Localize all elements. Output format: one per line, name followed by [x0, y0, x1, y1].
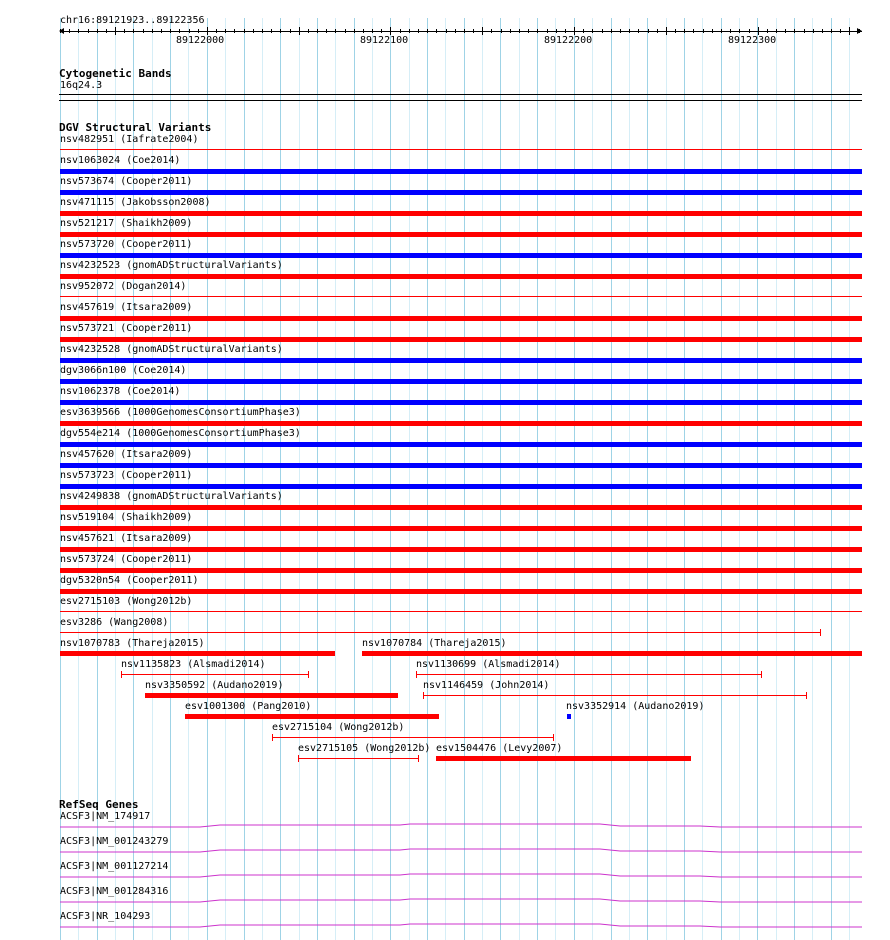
ruler-tick [813, 29, 814, 33]
grid-line [812, 18, 813, 940]
grid-line [794, 18, 795, 940]
gene-model[interactable] [0, 898, 890, 904]
ruler-tick [749, 29, 750, 33]
ruler-tick [794, 29, 795, 33]
ruler-tick [675, 29, 676, 33]
ruler-tick [556, 29, 557, 33]
gene-label[interactable]: ACSF3|NM_001127214 [60, 861, 169, 872]
gene-model[interactable] [0, 823, 890, 829]
ruler-tick [115, 27, 116, 35]
feature-bar[interactable] [60, 274, 862, 279]
grid-line [555, 18, 556, 940]
ruler-tick [739, 29, 740, 33]
feature-bar[interactable] [145, 693, 398, 698]
gene-model[interactable] [0, 848, 890, 854]
ruler-tick [703, 29, 704, 33]
feature-label[interactable]: esv1001300 (Pang2010) [185, 701, 312, 712]
ruler-tick [455, 29, 456, 33]
ruler-tick [611, 29, 612, 33]
ruler-tick [427, 29, 428, 33]
grid-line [354, 18, 355, 940]
feature-label[interactable]: nsv3352914 (Audano2019) [566, 701, 705, 712]
grid-line [225, 18, 226, 940]
gene-line [60, 874, 862, 877]
ruler-tick [69, 29, 70, 33]
feature-label[interactable]: esv1504476 (Levy2007) [436, 743, 563, 754]
feature-start-tick [272, 734, 273, 741]
gene-line [60, 899, 862, 902]
ruler-tick [207, 27, 208, 35]
feature-label[interactable]: nsv4232528 (gnomADStructuralVariants) [60, 344, 283, 355]
grid-line [280, 18, 281, 940]
feature-bar[interactable] [60, 632, 821, 633]
gene-line [60, 924, 862, 927]
ruler-tick [363, 29, 364, 33]
ruler-line [60, 31, 862, 32]
grid-line [409, 18, 410, 940]
ruler-tick [583, 29, 584, 33]
ruler-tick [565, 29, 566, 33]
feature-start-tick [423, 692, 424, 699]
ruler-tick [767, 29, 768, 33]
ruler-tick [859, 29, 860, 33]
ruler-tick [234, 29, 235, 33]
refseq-track-title: RefSeq Genes [59, 798, 139, 811]
feature-bar[interactable] [60, 400, 862, 405]
grid-line [500, 18, 501, 940]
ruler-tick [409, 29, 410, 33]
feature-bar[interactable] [298, 758, 419, 759]
gene-label[interactable]: ACSF3|NM_001284316 [60, 886, 169, 897]
ruler-tick [189, 29, 190, 33]
grid-line [647, 18, 648, 940]
feature-end-tick [761, 671, 762, 678]
grid-line [390, 18, 391, 940]
dgv-track-title: DGV Structural Variants [59, 121, 212, 134]
grid-line [684, 18, 685, 940]
grid-line [702, 18, 703, 940]
feature-label[interactable]: nsv4249838 (gnomADStructuralVariants) [60, 491, 283, 502]
feature-end-tick [418, 755, 419, 762]
ruler-tick-label: 89122200 [544, 35, 593, 46]
ruler-tick [574, 27, 575, 35]
grid-line [317, 18, 318, 940]
ruler-tick [592, 29, 593, 33]
feature-bar[interactable] [60, 337, 862, 342]
ruler-tick [60, 29, 61, 33]
ruler-tick [390, 27, 391, 35]
ruler-tick [602, 29, 603, 33]
ruler-tick [216, 29, 217, 33]
region-label: chr16:89121923..89122356 [60, 15, 205, 26]
ruler-tick [400, 29, 401, 33]
grid-line [207, 18, 208, 940]
ruler-tick [271, 29, 272, 33]
feature-start-tick [121, 671, 122, 678]
ruler-tick [491, 29, 492, 33]
feature-bar[interactable] [60, 442, 862, 447]
feature-bar[interactable] [60, 253, 862, 258]
feature-label[interactable]: nsv519104 (Shaikh2009) [60, 512, 193, 523]
ruler-tick [88, 29, 89, 33]
ruler-tick [712, 29, 713, 33]
ruler-tick [124, 29, 125, 33]
ruler-tick [308, 29, 309, 33]
feature-label[interactable]: nsv471115 (Jakobsson2008) [60, 197, 211, 208]
grid-line [335, 18, 336, 940]
gene-label[interactable]: ACSF3|NM_174917 [60, 811, 151, 822]
grid-line [592, 18, 593, 940]
ruler-tick [482, 27, 483, 35]
ruler-tick [317, 29, 318, 33]
grid-line [849, 18, 850, 940]
feature-bar[interactable] [60, 358, 862, 363]
ruler-tick [345, 29, 346, 33]
ruler-tick [381, 29, 382, 33]
ruler-tick-label: 89122300 [728, 35, 777, 46]
feature-label[interactable]: nsv952072 (Dogan2014) [60, 281, 187, 292]
gene-line [60, 824, 862, 827]
ruler-tick [354, 29, 355, 33]
grid-line [519, 18, 520, 940]
grid-line [262, 18, 263, 940]
feature-bar[interactable] [60, 149, 862, 150]
feature-label[interactable]: nsv1070783 (Thareja2015) [60, 638, 205, 649]
ruler-tick [418, 29, 419, 33]
feature-label[interactable]: nsv573723 (Cooper2011) [60, 470, 193, 481]
feature-bar[interactable] [60, 505, 862, 510]
feature-label[interactable]: nsv573674 (Cooper2011) [60, 176, 193, 187]
ruler-tick [537, 29, 538, 33]
feature-bar[interactable] [60, 568, 862, 573]
feature-bar[interactable] [567, 714, 571, 719]
grid-line [464, 18, 465, 940]
feature-bar[interactable] [60, 211, 862, 216]
ruler-tick [657, 29, 658, 33]
feature-label[interactable]: esv3286 (Wang2008) [60, 617, 169, 628]
feature-label[interactable]: nsv1062378 (Coe2014) [60, 386, 181, 397]
feature-label[interactable]: nsv1130699 (Alsmadi2014) [416, 659, 561, 670]
feature-bar[interactable] [60, 190, 862, 195]
ruler-tick [785, 29, 786, 33]
feature-label[interactable]: esv2715105 (Wong2012b) [298, 743, 431, 754]
feature-label[interactable]: nsv521217 (Shaikh2009) [60, 218, 193, 229]
feature-label[interactable]: nsv1135823 (Alsmadi2014) [121, 659, 266, 670]
ruler-tick [501, 29, 502, 33]
feature-bar[interactable] [436, 756, 691, 761]
ruler-tick [519, 29, 520, 33]
feature-label[interactable]: nsv1146459 (John2014) [423, 680, 550, 691]
feature-label[interactable]: esv3639566 (1000GenomesConsortiumPhase3) [60, 407, 301, 418]
ruler-tick [758, 27, 759, 35]
feature-label[interactable]: dgv3066n100 (Coe2014) [60, 365, 187, 376]
feature-end-tick [553, 734, 554, 741]
grid-line [537, 18, 538, 940]
ruler-tick [693, 29, 694, 33]
feature-label[interactable]: nsv1063024 (Coe2014) [60, 155, 181, 166]
feature-bar[interactable] [185, 714, 439, 719]
feature-bar[interactable] [60, 611, 862, 612]
feature-bar[interactable] [60, 463, 862, 468]
ruler-tick [78, 29, 79, 33]
ruler-tick [648, 29, 649, 33]
feature-end-tick [820, 629, 821, 636]
ruler-tick [510, 29, 511, 33]
ruler-tick [152, 29, 153, 33]
grid-line [244, 18, 245, 940]
feature-label[interactable]: nsv457621 (Itsara2009) [60, 533, 193, 544]
gene-label[interactable]: ACSF3|NR_104293 [60, 911, 151, 922]
gene-line [60, 849, 862, 852]
ruler-tick [179, 29, 180, 33]
ruler-tick-label: 89122100 [360, 35, 409, 46]
ruler-tick [730, 29, 731, 33]
feature-end-tick [806, 692, 807, 699]
ruler-tick [547, 29, 548, 33]
ruler-tick [620, 29, 621, 33]
feature-bar[interactable] [60, 169, 862, 174]
feature-bar[interactable] [416, 674, 762, 675]
ruler-tick [464, 29, 465, 33]
grid-line [629, 18, 630, 940]
feature-bar[interactable] [60, 296, 862, 297]
grid-line [574, 18, 575, 940]
feature-label[interactable]: nsv573724 (Cooper2011) [60, 554, 193, 565]
feature-label[interactable]: nsv4232523 (gnomADStructuralVariants) [60, 260, 283, 271]
feature-label[interactable]: nsv3350592 (Audano2019) [145, 680, 284, 691]
feature-bar[interactable] [272, 737, 554, 738]
ruler-tick [170, 29, 171, 33]
gene-label[interactable]: ACSF3|NM_001243279 [60, 836, 169, 847]
ruler-tick [372, 29, 373, 33]
ruler-tick [97, 29, 98, 33]
feature-label[interactable]: nsv573720 (Cooper2011) [60, 239, 193, 250]
feature-start-tick [416, 671, 417, 678]
feature-bar[interactable] [60, 589, 862, 594]
ruler-tick [776, 29, 777, 33]
feature-label[interactable]: esv2715103 (Wong2012b) [60, 596, 193, 607]
feature-bar[interactable] [60, 232, 862, 237]
feature-bar[interactable] [423, 695, 806, 696]
ruler-tick [244, 29, 245, 33]
ruler-tick [840, 29, 841, 33]
ruler-tick [161, 29, 162, 33]
feature-end-tick [308, 671, 309, 678]
grid-line [831, 18, 832, 940]
feature-bar[interactable] [60, 421, 862, 426]
grid-line [757, 18, 758, 940]
ruler-tick [666, 27, 667, 35]
feature-bar[interactable] [60, 484, 862, 489]
feature-label[interactable]: dgv554e214 (1000GenomesConsortiumPhase3) [60, 428, 301, 439]
ruler-tick [831, 29, 832, 33]
ruler-tick [326, 29, 327, 33]
ruler-tick [721, 29, 722, 33]
feature-start-tick [298, 755, 299, 762]
grid-line [666, 18, 667, 940]
ruler-tick [684, 29, 685, 33]
grid-line [299, 18, 300, 940]
ruler-tick [133, 29, 134, 33]
ruler-tick [299, 27, 300, 35]
feature-label[interactable]: nsv482951 (Iafrate2004) [60, 134, 199, 145]
feature-bar[interactable] [121, 674, 309, 675]
ruler-tick [143, 29, 144, 33]
gene-model[interactable] [0, 923, 890, 929]
cytoband-label[interactable]: 16q24.3 [60, 80, 103, 91]
feature-label[interactable]: nsv573721 (Cooper2011) [60, 323, 193, 334]
feature-label[interactable]: nsv1070784 (Thareja2015) [362, 638, 507, 649]
ruler-tick [446, 29, 447, 33]
ruler-tick [253, 29, 254, 33]
ruler-tick [804, 29, 805, 33]
feature-label[interactable]: nsv457619 (Itsara2009) [60, 302, 193, 313]
gene-model[interactable] [0, 873, 890, 879]
grid-line [445, 18, 446, 940]
feature-bar[interactable] [60, 526, 862, 531]
grid-line [721, 18, 722, 940]
ruler-tick [849, 27, 850, 35]
feature-label[interactable]: esv2715104 (Wong2012b) [272, 722, 405, 733]
ruler-tick [629, 29, 630, 33]
ruler-tick [106, 29, 107, 33]
feature-bar[interactable] [60, 547, 862, 552]
grid-line [611, 18, 612, 940]
grid-line [482, 18, 483, 940]
feature-bar[interactable] [60, 379, 862, 384]
ruler-tick [225, 29, 226, 33]
ruler-tick [290, 29, 291, 33]
ruler-tick [335, 29, 336, 33]
ruler-tick [198, 29, 199, 33]
ruler-tick [473, 29, 474, 33]
ruler-tick [638, 29, 639, 33]
feature-bar[interactable] [60, 316, 862, 321]
grid-line [739, 18, 740, 940]
cytobands-track-title: Cytogenetic Bands [59, 67, 172, 80]
feature-label[interactable]: nsv457620 (Itsara2009) [60, 449, 193, 460]
ruler-tick [436, 29, 437, 33]
grid-line [427, 18, 428, 940]
cytoband-bar-top [59, 94, 862, 95]
feature-bar[interactable] [362, 651, 862, 656]
feature-bar[interactable] [60, 651, 335, 656]
ruler-tick [528, 29, 529, 33]
feature-label[interactable]: dgv5320n54 (Cooper2011) [60, 575, 199, 586]
ruler-tick [280, 29, 281, 33]
ruler-tick-label: 89122000 [176, 35, 225, 46]
grid-line [372, 18, 373, 940]
grid-line [776, 18, 777, 940]
ruler-tick [262, 29, 263, 33]
cytoband-bar-bottom [59, 100, 862, 101]
ruler-tick [822, 29, 823, 33]
